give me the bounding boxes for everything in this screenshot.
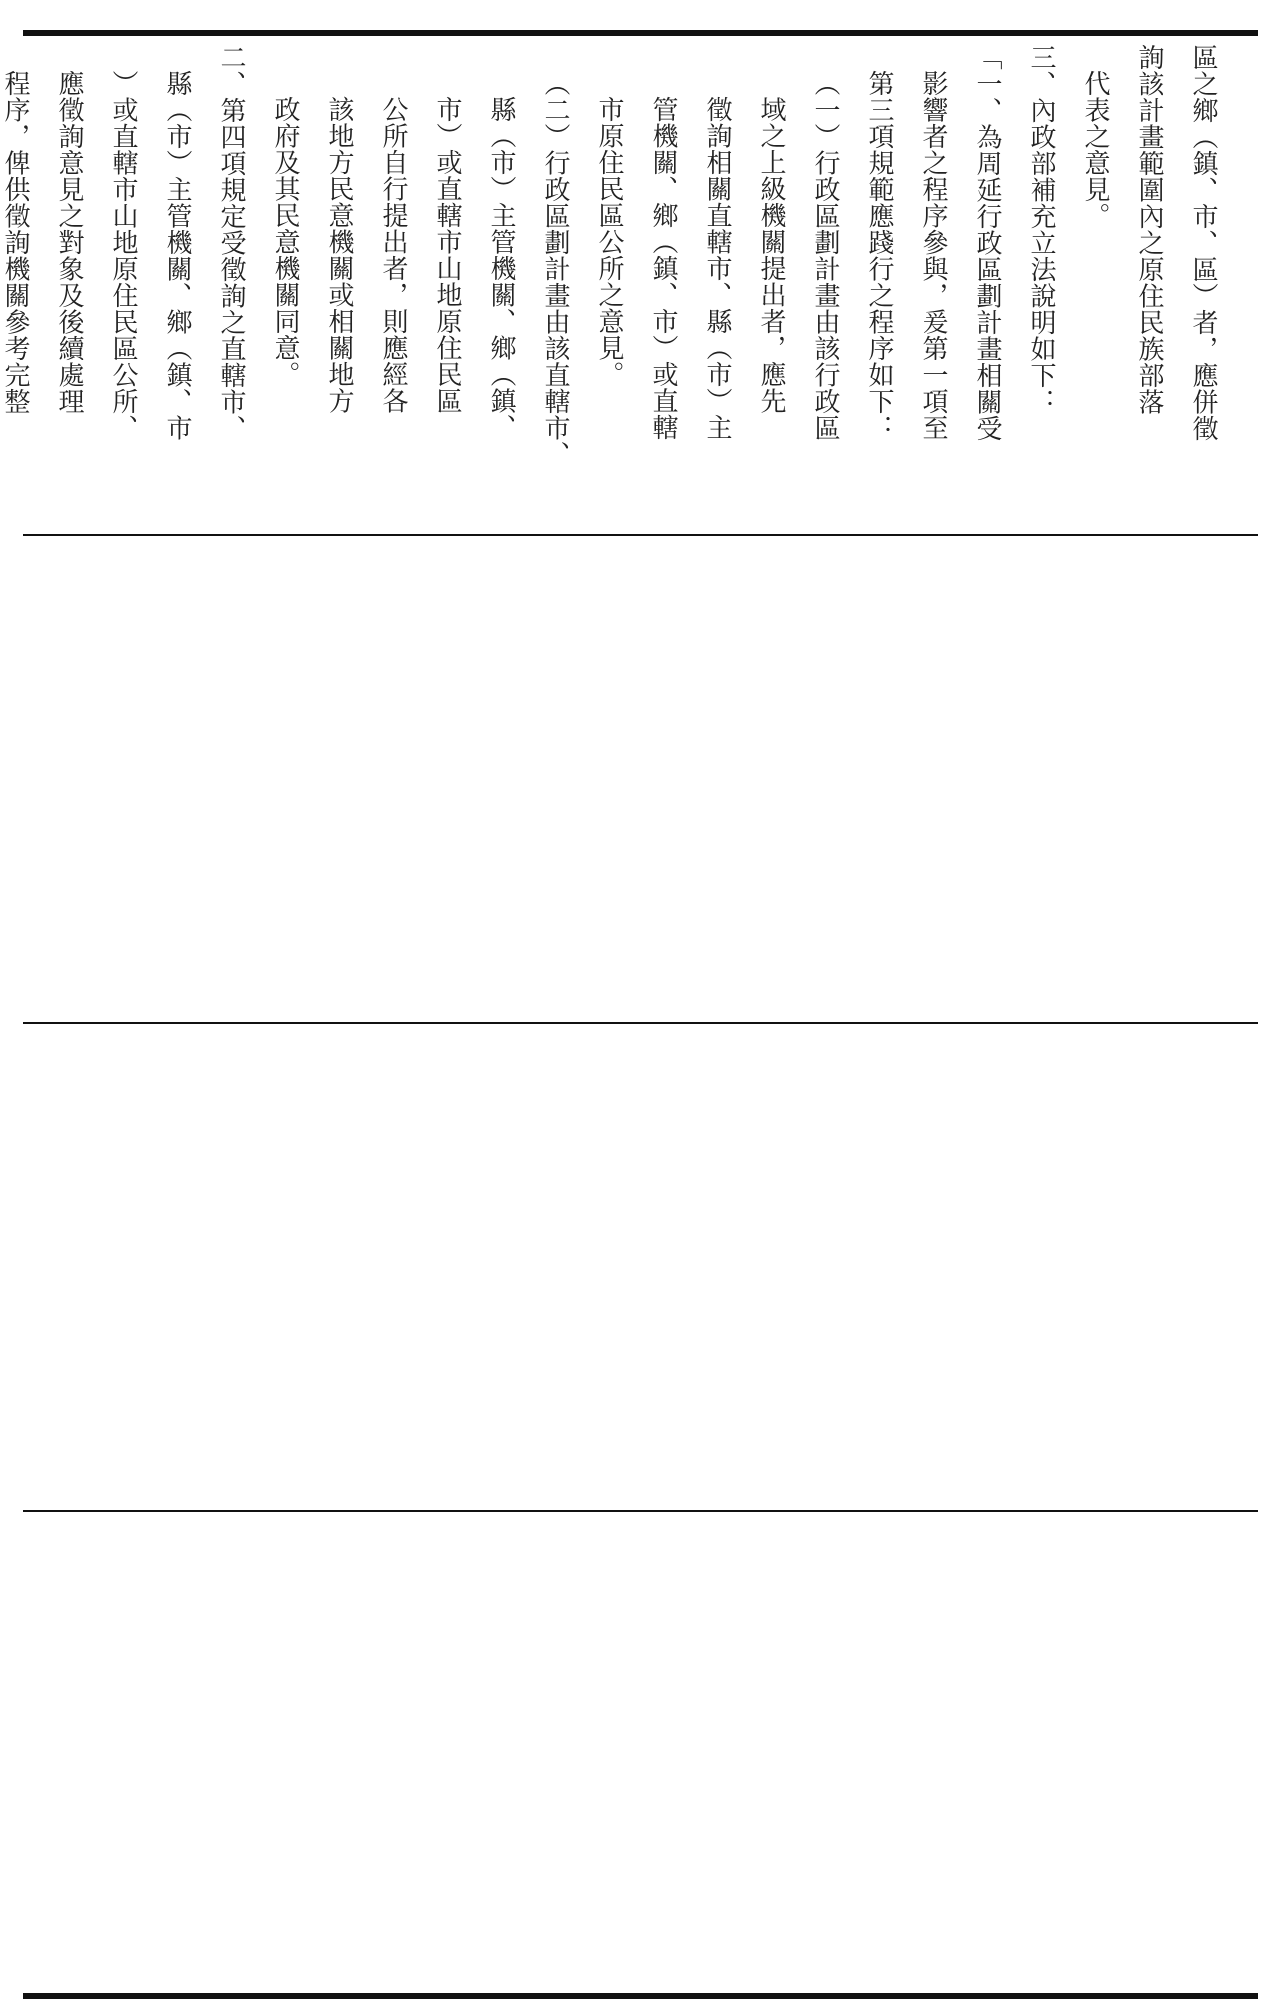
text-column: 縣（市）主管機關、鄉（鎮、市 — [162, 70, 192, 441]
text-column: 公所自行提出者，則應經各 — [378, 96, 408, 414]
text-column: 應徵詢意見之對象及後續處理 — [54, 70, 84, 415]
text-column: 程序，俾供徵詢機關參考完整 — [0, 70, 30, 415]
text-column: 三、內政部補充立法說明如下： — [1026, 44, 1056, 415]
text-column: 政府及其民意機關同意。 — [270, 96, 300, 388]
text-column: 二、第四項規定受徵詢之直轄市、 — [216, 44, 246, 442]
bottom-rule — [23, 1993, 1258, 1999]
text-column: 該地方民意機關或相關地方 — [324, 96, 354, 414]
text-section-2 — [23, 536, 1258, 1022]
text-column: 管機關、鄉（鎮、市）或直轄 — [648, 96, 678, 441]
text-column: 徵詢相關直轄市、縣（市）主 — [702, 96, 732, 441]
text-column: ）或直轄市山地原住民區公所、 — [108, 70, 138, 441]
text-column: 詢該計畫範圍內之原住民族部落 — [1134, 44, 1164, 415]
vertical-text-block — [0, 44, 1230, 524]
text-section-3 — [23, 1024, 1258, 1510]
text-column: 第三項規範應踐行之程序如下： — [864, 70, 894, 441]
text-column: 代表之意見。 — [1080, 70, 1110, 229]
text-section-1 — [0, 36, 1258, 532]
text-column: 域之上級機關提出者，應先 — [756, 96, 786, 414]
text-column: 「一、為周延行政區劃計畫相關受 — [972, 44, 1002, 442]
text-column: 區之鄉（鎮、市、區）者，應併徵 — [1188, 44, 1218, 442]
text-column: 縣（市）主管機關、鄉（鎮、 — [486, 96, 516, 441]
text-section-4 — [23, 1512, 1258, 1993]
text-column: 市）或直轄市山地原住民區 — [432, 96, 462, 414]
text-column: （二）行政區劃計畫由該直轄市、 — [540, 70, 570, 468]
text-column: 市原住民區公所之意見。 — [594, 96, 624, 388]
text-column: 影響者之程序參與，爰第一項至 — [918, 70, 948, 441]
text-column: （一）行政區劃計畫由該行政區 — [810, 70, 840, 441]
